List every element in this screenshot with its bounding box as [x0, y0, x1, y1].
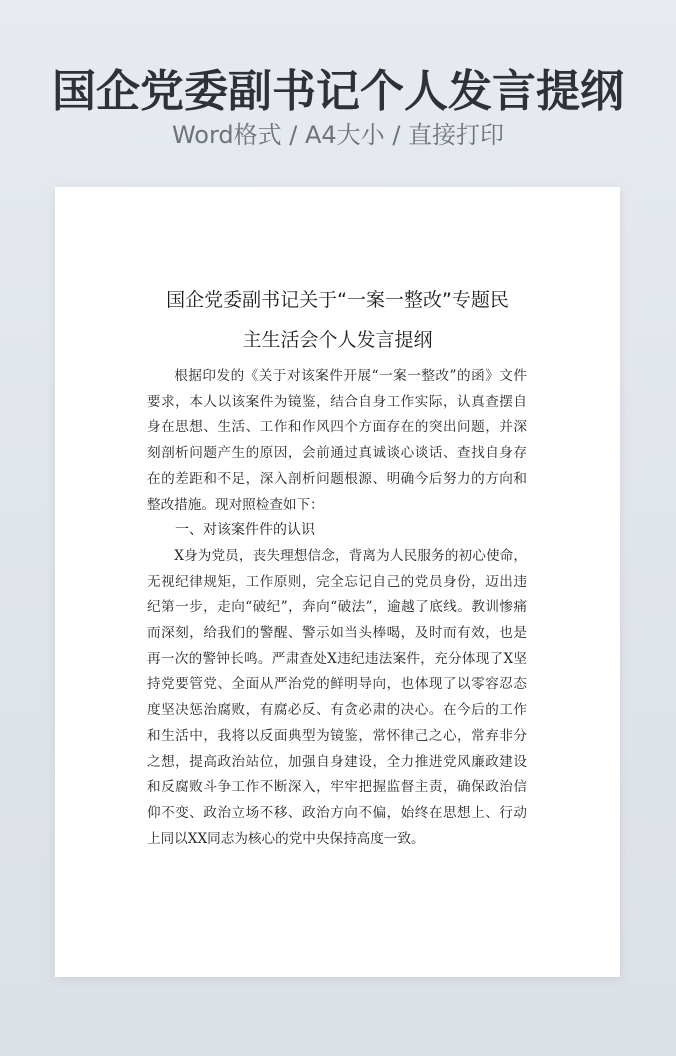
- document-page: [55, 187, 620, 977]
- banner-title: 国企党委副书记个人发言提纲: [52, 66, 624, 117]
- document-title-line-1: 国企党委副书记关于“一案一整改”专题民: [166, 289, 509, 311]
- intro-paragraph: 根据印发的《关于对该案件开展“一案一整改”的函》文件要求，本人以该案件为镜鉴，结合自身工作实际，认真查摆自身在思想、生活、工作和作风四个方面存在的突出问题，并深刻剖析问题产生的原因，会前通过真诚谈心谈话、查找自身存在的差距和不足，深入剖析问题根源、明确今后努力的方向和整改措施。现对照检查如下：: [147, 368, 527, 513]
- banner-subtitle: Word格式 / A4大小 / 直接打印: [171, 121, 505, 149]
- section-heading: 一、对该案件件的认识: [175, 522, 315, 539]
- document-body: [147, 364, 527, 852]
- document-title-line-2: 主生活会个人发言提纲: [242, 329, 433, 351]
- section-paragraph: X身为党员，丧失理想信念，背离为人民服务的初心使命，无视纪律规矩，工作原则，完全忘记自己的党员身份，迈出违纪第一步，走向“破纪”，奔向“破法”，逾越了底线。教训惨痛而深刻，给我们的警醒、警示如当头棒喝，及时而有效，也是再一次的警钟长鸣。严肃查处X违纪违法案件，充分体现了X坚持党要管党、全面从严治党的鲜明导向，也体现了以零容忍态度坚决惩治腐败，有腐必反、有贪必肃的决心。在今后的工作和生活中，我将以反面典型为镜鉴，常怀律己之心，常弃非分之想，提高政治站位，加强自身建设，全力推进党风廉政建设和反腐败斗争工作不断深入，牢牢把握监督主责，确保政治信仰不变、政治立场不移、政治方向不偏，始终在思想上、行动上同以XX同志为核心的党中央保持高度一致。: [147, 547, 527, 847]
